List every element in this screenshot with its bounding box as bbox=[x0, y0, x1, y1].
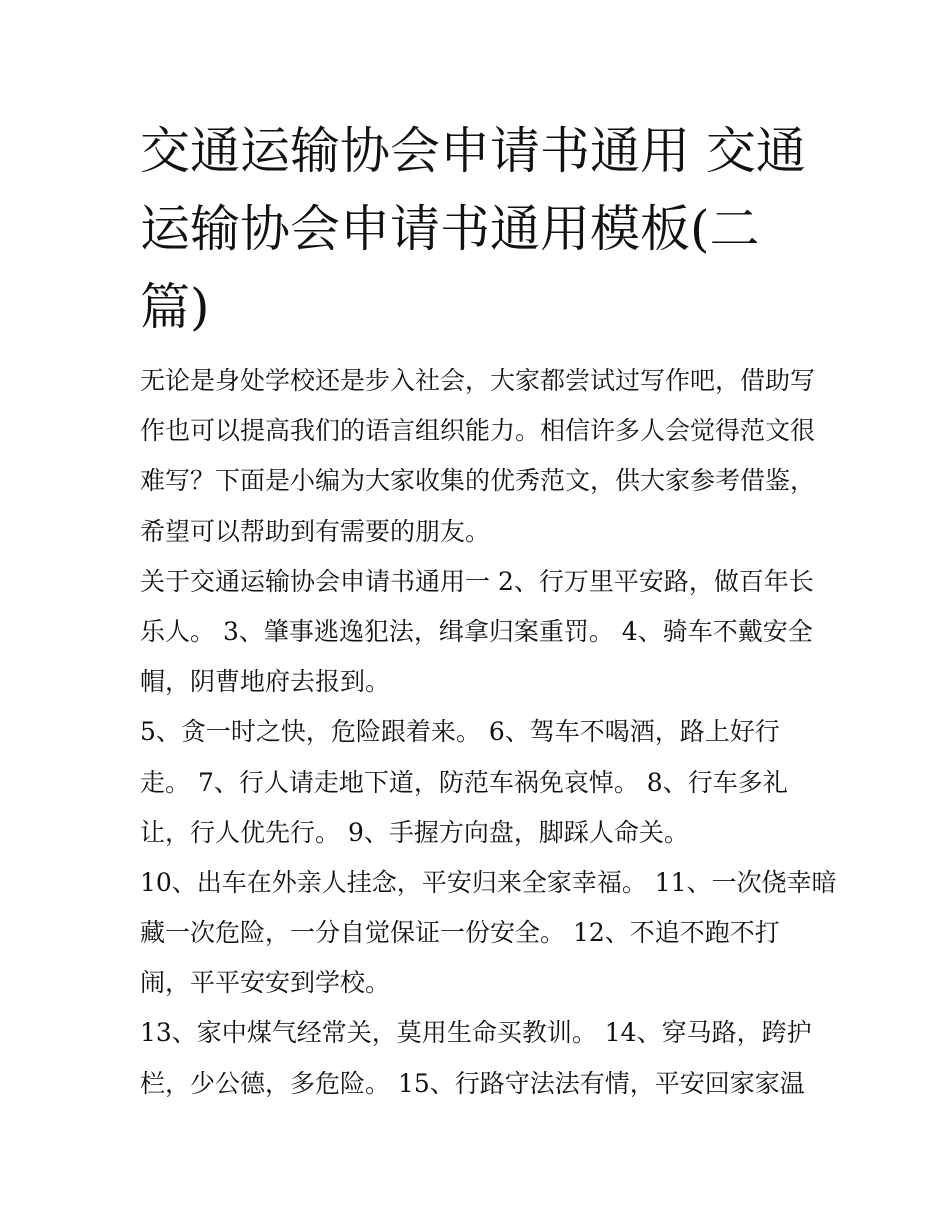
text-line: 栏，少公德，多危险。 15、行路守法法有情，平安回家家温 bbox=[140, 1068, 805, 1098]
slogan-paragraph bbox=[140, 1008, 830, 1108]
slogan-paragraph bbox=[140, 557, 830, 708]
intro-paragraph bbox=[140, 356, 830, 557]
text-line: 乐人。 3、肇事逃逸犯法，缉拿归案重罚。 4、骑车不戴安全 bbox=[140, 616, 813, 646]
document-title bbox=[140, 112, 806, 346]
text-line: 让，行人优先行。 9、手握方向盘，脚踩人命关。 bbox=[140, 817, 689, 847]
title-line: 篇) bbox=[140, 278, 210, 336]
text-line: 10、出车在外亲人挂念，平安归来全家幸福。 11、一次侥幸暗 bbox=[140, 867, 837, 897]
text-line: 藏一次危险，一分自觉保证一份安全。 12、不追不跑不打 bbox=[140, 918, 780, 948]
title-line: 运输协会申请书通用模板(二 bbox=[140, 200, 760, 258]
slogan-paragraph bbox=[140, 858, 837, 1009]
title-line: 交通运输协会申请书通用 交通 bbox=[140, 122, 806, 180]
document-body bbox=[140, 356, 837, 1109]
text-line: 走。 7、行人请走地下道，防范车祸免哀悼。 8、行车多礼 bbox=[140, 767, 788, 797]
slogan-paragraph bbox=[140, 707, 830, 858]
text-line: 关于交通运输协会申请书通用一 2、行万里平安路，做百年长 bbox=[140, 566, 814, 596]
text-line: 5、贪一时之快，危险跟着来。 6、驾车不喝酒，路上好行 bbox=[140, 717, 780, 747]
text-line: 希望可以帮助到有需要的朋友。 bbox=[140, 516, 491, 546]
text-line: 难写？下面是小编为大家收集的优秀范文，供大家参考借鉴， bbox=[140, 466, 816, 496]
text-line: 13、家中煤气经常关，莫用生命买教训。 14、穿马路，跨护 bbox=[140, 1018, 812, 1048]
text-line: 闹，平平安安到学校。 bbox=[140, 968, 391, 998]
text-line: 无论是身处学校还是步入社会，大家都尝试过写作吧，借助写 bbox=[140, 366, 816, 395]
text-line: 作也可以提高我们的语言组织能力。相信许多人会觉得范文很 bbox=[140, 416, 816, 446]
text-line: 帽，阴曹地府去报到。 bbox=[140, 667, 391, 697]
